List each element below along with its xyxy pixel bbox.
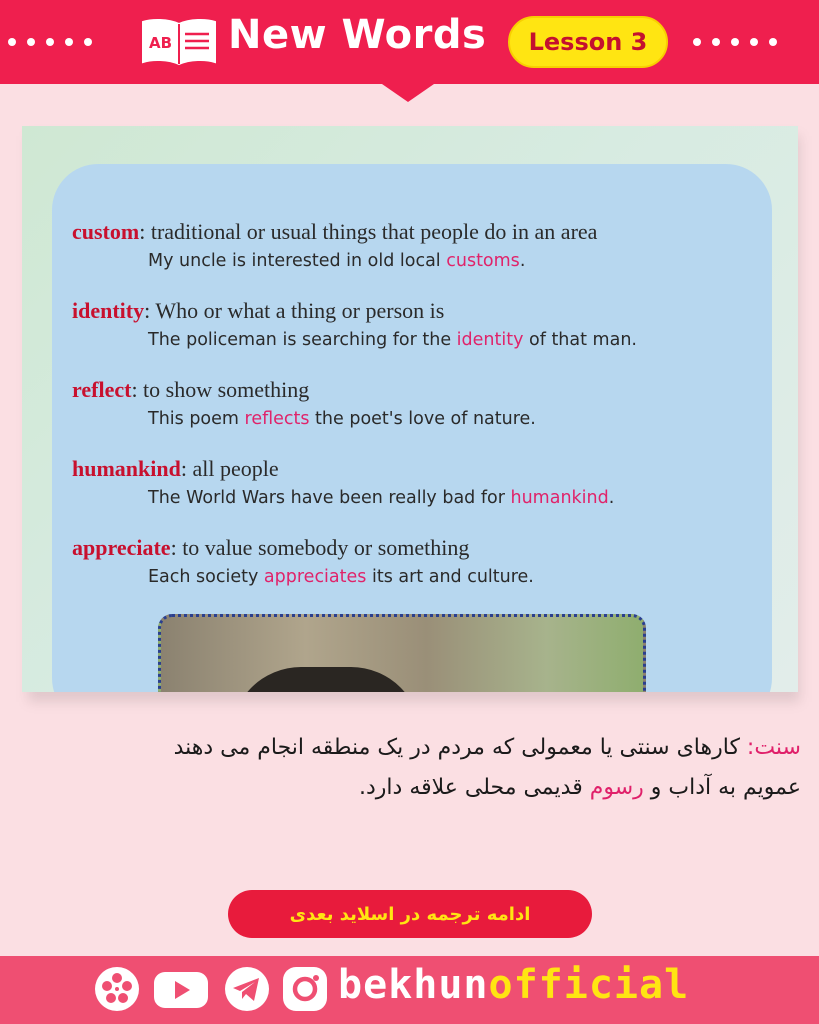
definition-text: : to show something — [131, 377, 310, 402]
word-entry-appreciate — [72, 534, 772, 613]
example-text: Each society — [148, 567, 264, 587]
youtube-icon[interactable] — [152, 964, 210, 1014]
film-reel-icon[interactable] — [92, 964, 142, 1014]
definition-text: : Who or what a thing or person is — [144, 298, 445, 323]
header-notch — [382, 84, 434, 102]
example-text: The World Wars have been really bad for — [148, 488, 511, 508]
decorative-dots-left — [8, 38, 92, 46]
translation-line-1 — [11, 728, 801, 768]
tent-photo — [158, 614, 646, 692]
word-entry-identity — [72, 297, 772, 376]
example-sentence — [72, 485, 772, 511]
translation-text: عمویم به آداب و — [643, 775, 801, 800]
definition-text: : to value somebody or something — [170, 535, 470, 560]
translation-highlight: رسوم — [589, 775, 644, 800]
persian-translation — [11, 728, 801, 808]
example-highlight: humankind — [510, 488, 609, 508]
translation-definition: کارهای سنتی یا معمولی که مردم در یک منطقه انجام می دهند — [173, 735, 747, 760]
example-highlight: reflects — [244, 409, 310, 429]
vocab-word: humankind — [72, 456, 181, 481]
word-entry-custom — [72, 218, 772, 297]
example-text: The policeman is searching for the — [148, 330, 457, 350]
footer-bar — [0, 956, 819, 1024]
example-highlight: identity — [456, 330, 524, 350]
definition-line — [72, 218, 772, 246]
translation-text: قدیمی محلی علاقه دارد. — [359, 775, 590, 800]
definition-line — [72, 534, 772, 562]
definition-line — [72, 455, 772, 483]
tent-entrance — [231, 667, 421, 692]
lesson-badge: Lesson 3 — [508, 16, 668, 68]
page-title: New Words — [228, 12, 487, 58]
vocab-word: appreciate — [72, 535, 171, 560]
decorative-dots-right — [693, 38, 777, 46]
word-entry-reflect — [72, 376, 772, 455]
continue-next-slide-label: ادامه ترجمه در اسلاید بعدی — [228, 890, 592, 938]
example-text: its art and culture. — [366, 567, 534, 587]
example-highlight: appreciates — [263, 567, 367, 587]
vocab-word: custom — [72, 219, 140, 244]
brand-name — [338, 962, 689, 1008]
vocab-word: reflect — [72, 377, 132, 402]
example-text: the poet's love of nature. — [309, 409, 536, 429]
definition-line — [72, 297, 772, 325]
definition-text: : all people — [180, 456, 279, 481]
definition-text: : traditional or usual things that people do in an area — [139, 219, 598, 244]
word-entry-humankind — [72, 455, 772, 534]
example-text: This poem — [148, 409, 245, 429]
translation-term: سنت: — [746, 735, 801, 760]
example-sentence — [72, 327, 772, 353]
example-sentence — [72, 406, 772, 432]
example-highlight: customs — [446, 251, 520, 271]
instagram-icon[interactable] — [280, 964, 330, 1014]
header-bar — [0, 0, 819, 84]
translation-line-2 — [11, 768, 801, 808]
brand-name-part2: official — [488, 962, 690, 1008]
telegram-icon[interactable] — [222, 964, 272, 1014]
book-label: AB — [149, 34, 173, 52]
example-text: of that man. — [523, 330, 637, 350]
word-list — [72, 218, 772, 613]
vocabulary-card — [22, 126, 798, 692]
example-sentence — [72, 564, 772, 590]
book-icon — [140, 18, 218, 66]
example-text: My uncle is interested in old local — [148, 251, 447, 271]
definition-line — [72, 376, 772, 404]
example-sentence — [72, 248, 772, 274]
brand-name-part1: bekhun — [338, 962, 489, 1008]
vocab-word: identity — [72, 298, 145, 323]
example-text: . — [608, 488, 615, 508]
example-text: . — [519, 251, 526, 271]
